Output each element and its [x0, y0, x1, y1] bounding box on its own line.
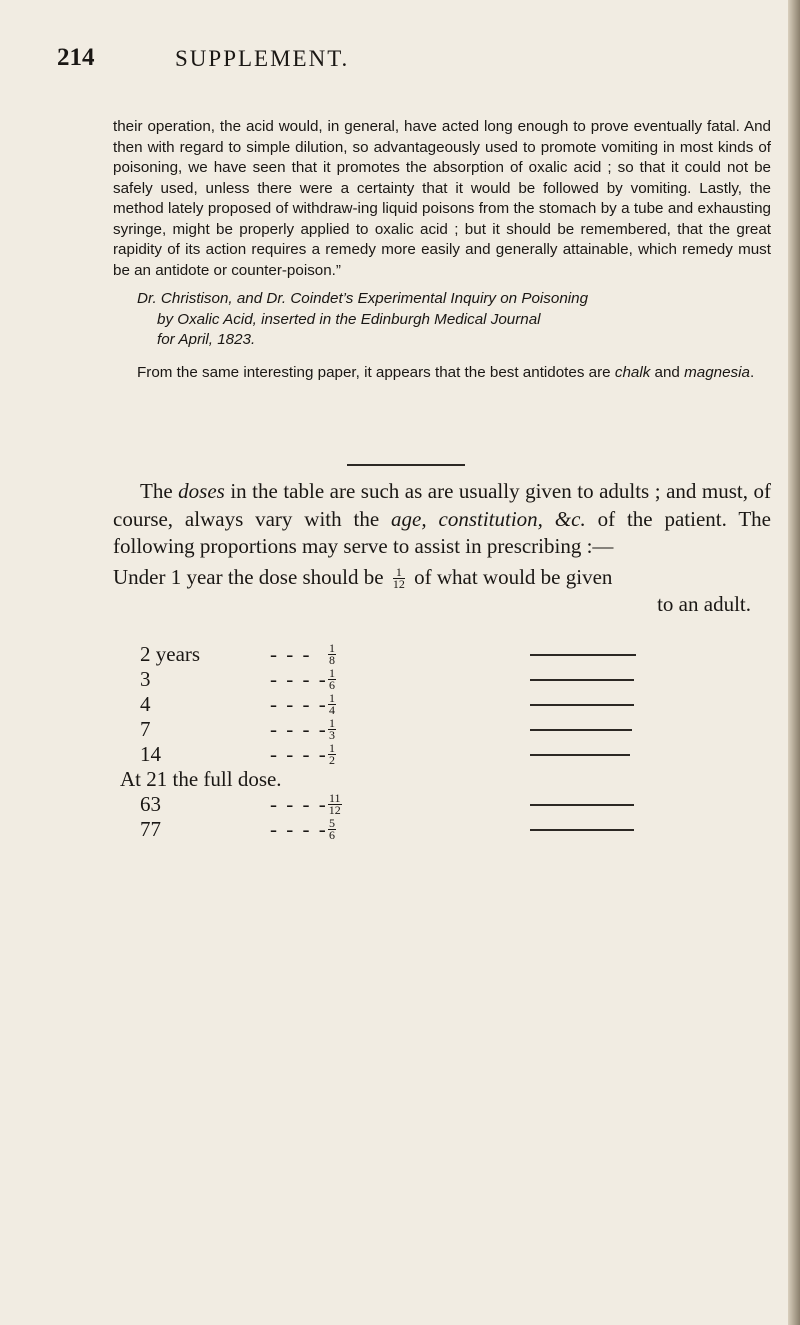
page-edge [788, 0, 800, 1325]
row-frac-num: 1 [329, 641, 335, 655]
row-rule [530, 654, 636, 656]
under-frac-den: 12 [392, 577, 405, 592]
row-dashes: - - - - [270, 742, 328, 766]
row-fraction [328, 818, 336, 841]
running-head: SUPPLEMENT. [175, 46, 350, 71]
citation-line-3: for April, 1823. [157, 331, 256, 348]
row-label: 4 [140, 692, 151, 716]
doses-age: age, [391, 506, 427, 531]
doses-text-block [113, 478, 771, 619]
row-dashes: - - - [270, 642, 312, 666]
table-row [140, 642, 700, 667]
row-frac-den: 6 [329, 828, 335, 842]
under-after: of what would be given [414, 564, 613, 589]
antidote-and: and [650, 363, 685, 381]
table-row [140, 742, 700, 767]
quoted-text-block [113, 117, 771, 383]
under-frac-num: 1 [393, 567, 405, 579]
doses-t1: The [140, 479, 179, 503]
row-label: 2 years [140, 642, 201, 666]
doses-t3 [427, 507, 439, 531]
antidote-paragraph [113, 363, 771, 384]
table-row [140, 717, 700, 742]
section-divider [347, 464, 465, 466]
full-dose-line: At 21 the full dose. [120, 767, 282, 791]
page-number: 214 [57, 44, 95, 71]
row-frac-num: 11 [329, 791, 341, 805]
row-frac-num: 5 [329, 816, 335, 830]
row-label: 77 [140, 817, 161, 841]
row-label: 63 [140, 792, 161, 816]
row-dashes: - - - - [270, 667, 328, 691]
row-dashes: - - - - [270, 817, 328, 841]
under-line-2: to an adult. [657, 592, 751, 616]
row-frac-den: 2 [329, 753, 335, 767]
antidote-text: From the same interesting paper, it appears that the best antidotes are [137, 363, 615, 381]
row-fraction [328, 643, 336, 666]
row-fraction [328, 718, 336, 741]
antidote-end: . [749, 363, 755, 381]
row-label: 14 [140, 742, 161, 766]
doses-word: doses [178, 479, 225, 503]
citation-line-2: by Oxalic Acid, inserted in the Edinburgh Medical Journal [157, 310, 541, 328]
table-row [140, 792, 700, 817]
under-one-year-line [113, 564, 771, 592]
row-label: 7 [140, 717, 151, 741]
row-rule [530, 679, 634, 681]
doses-paragraph [113, 478, 771, 561]
row-dashes: - - - - [270, 692, 328, 716]
citation-line-1: Dr. Christison, and Dr. Coindet’s Experimental Inquiry on Poisoning [137, 290, 589, 307]
row-frac-num: 1 [329, 666, 335, 680]
row-frac-den: 6 [329, 678, 335, 692]
doses-constitution: constitution, &c. [438, 506, 586, 531]
row-frac-num: 1 [329, 691, 335, 705]
under-before: Under 1 year the dose should be [113, 564, 384, 589]
antidote-magnesia: magnesia [684, 363, 750, 381]
table-row [140, 817, 700, 842]
doses-t2: in the table are such as are usually given to adults ; and must, of course, always vary with the [113, 479, 771, 531]
row-frac-den: 12 [328, 803, 341, 817]
row-rule [530, 829, 634, 831]
doses-t4: of the patient. The following proportions may serve to assist in prescribing :— [113, 506, 772, 558]
row-frac-num: 1 [329, 716, 335, 730]
row-fraction [328, 793, 342, 816]
row-frac-num: 1 [329, 741, 335, 755]
row-dashes: - - - - [270, 717, 328, 741]
antidote-chalk: chalk [614, 363, 651, 381]
citation [113, 289, 771, 351]
quote-paragraph: their operation, the acid would, in general, have acted long enough to prove eventually fatal. And then with regard to simple dilution, so advantageously used to promote vomiting in most kinds of poisoning, we have seen that it promotes the absorption of oxalic acid ; so that it could not be safely used, unless there were a certainty that it would be followed by vomiting. Lastly, the method lately proposed of withdraw-ing liquid poisons from the stomach by a tube and exhausting syringe, might be properly applied to oxalic acid ; but it should be remembered, that the great rapidity of its action requires a remedy more easily and generally attainable, which remedy must be an antidote or counter-poison.” [113, 118, 771, 279]
table-row-full-dose [120, 767, 700, 792]
row-rule [530, 754, 630, 756]
table-row [140, 667, 700, 692]
row-fraction [328, 743, 336, 766]
row-frac-den: 4 [329, 703, 335, 717]
row-frac-den: 3 [329, 728, 335, 742]
page-header [57, 44, 757, 80]
row-label: 3 [140, 667, 151, 691]
row-rule [530, 704, 634, 706]
table-row [140, 692, 700, 717]
dose-table [120, 641, 700, 842]
row-dashes: - - - - [270, 792, 328, 816]
row-rule [530, 804, 634, 806]
under-fraction [393, 567, 405, 590]
row-frac-den: 8 [329, 653, 335, 667]
row-rule [530, 729, 632, 731]
row-fraction [328, 668, 336, 691]
row-fraction [328, 693, 336, 716]
